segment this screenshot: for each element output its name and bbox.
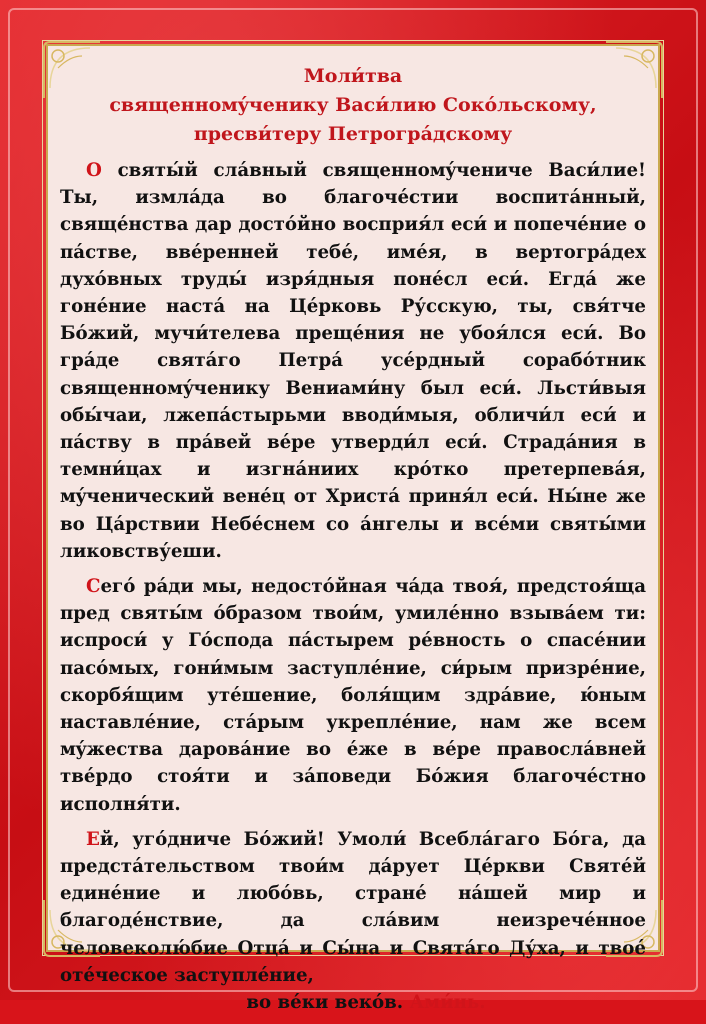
title-line-1: Моли́тва: [303, 65, 403, 87]
prayer-paragraph-1: [60, 157, 646, 565]
paragraph-initial: С: [86, 576, 101, 598]
amen-word: Ами́нь.: [409, 992, 486, 1014]
paragraph-initial: Е: [86, 828, 100, 850]
closing-text: во ве́ки веко́в.: [246, 992, 404, 1014]
paragraph-initial: О: [86, 160, 102, 181]
title-line-3: пресви́теру Петрогра́дскому: [193, 123, 513, 145]
title-line-2: священномýченику Васи́лию Соко́льскому,: [109, 94, 597, 116]
prayer-paragraph-2: [60, 573, 646, 818]
prayer-content: [60, 58, 646, 1024]
prayer-paragraph-3: [60, 826, 646, 1016]
paragraph-text: его́ ра́ди мы, недосто́йная ча́да твоя́, предстоя́ща пред святы́м о́бразом твои́м, умиле́нно взыва́ем ти: испроси́ у Го́спода па́стырем ре́вность о спасе́нии пасо́мых, гони́мым заступле́ние, си́рым призре́ние, скорбя́щим уте́шение, боля́щим здра́вие, ю́ным наставле́ние, ста́рым укрепле́ние, нам же всем мýжества дарова́ние во е́же в ве́ре правосла́вней тве́рдо стоя́ти и за́поведи Бо́жия благоче́стно исполня́ти.: [60, 576, 646, 815]
closing-line: [60, 989, 646, 1016]
paragraph-text: й, уго́дниче Бо́жий! Умоли́ Всебла́гаго Бо́га, да предста́тельством твои́м да́рует Це́ркви Святе́й едине́ние и любо́вь, стране́ на́шей мир и благоде́нствие, да сла́вим неизрече́нное человеколю́бие Отца́ и Сы́на и Свята́го Ду́ха, и твое́ оте́ческое заступле́ние,: [60, 828, 646, 986]
prayer-title: [60, 62, 646, 149]
paragraph-text: святы́й сла́вный священномýчениче Васи́лие! Ты, измла́да во благоче́стии воспита́нный, свяще́нства дар досто́йно восприя́л еси́ и попече́ние о па́стве, вве́ренней тебе́, име́я, в вертогра́дех духо́вных труды́ изря́дныя поне́сл еси́. Егда́ же гоне́ние наста́ на Це́рковь Ру́сскую, ты, свя́тче Бо́жий, мучи́телева преще́ния не убоя́лся еси́. Во гра́де свята́го Петра́ усе́рдный сорабо́тник священномýченику Вениами́ну был еси́. Льсти́выя обы́чаи, лжепа́стырьми вводи́мыя, обличи́л еси́ и па́ству в пра́вей ве́ре утверди́л еси́. Страда́ния в темни́цах и изгна́ниих кро́тко претерпева́я, мýченический вене́ц от Христа́ приня́л еси́. Ны́не же во Ца́рствии Небе́снем со а́нгелы и все́ми святы́ми ликовству́еши.: [60, 160, 646, 562]
